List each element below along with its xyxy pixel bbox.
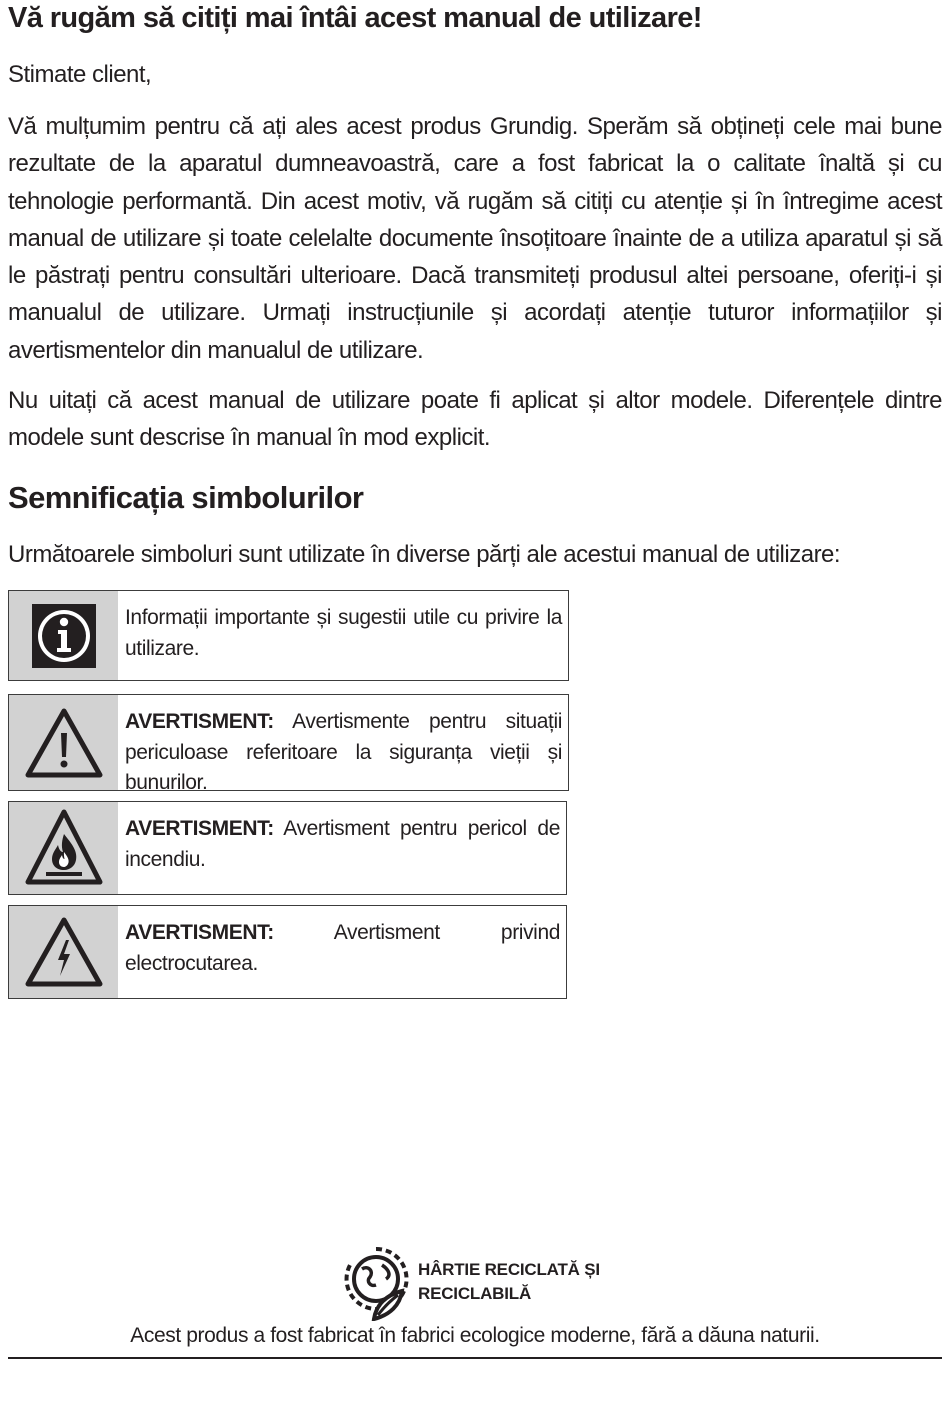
fire-hazard-icon bbox=[24, 808, 104, 888]
eco-badge bbox=[340, 1243, 630, 1321]
symbol-description: AVERTISMENT: Avertisment privind electrocutarea. bbox=[125, 921, 560, 975]
footer-divider bbox=[8, 1357, 942, 1359]
warning-triangle-icon bbox=[24, 707, 104, 779]
electric-shock-icon bbox=[24, 916, 104, 988]
symbols-heading: Semnificația simbolurilor bbox=[8, 480, 364, 515]
models-paragraph: Nu uitați că acest manual de utilizare poate fi aplicat și altor modele. Diferențele dintre modele sunt descrise în manual în mod explicit. bbox=[8, 387, 942, 452]
symbol-description: Informații importante și sugestii utile cu privire la utilizare. bbox=[125, 606, 562, 660]
info-icon bbox=[32, 604, 96, 668]
eco-footer-text: Acest produs a fost fabricat în fabrici ecologice moderne, fără a dăuna naturii. bbox=[130, 1324, 820, 1347]
symbols-intro: Următoarele simboluri sunt utilizate în diverse părți ale acestui manual de utilizare: bbox=[8, 541, 841, 568]
greeting: Stimate client, bbox=[8, 61, 152, 88]
symbol-row-electric bbox=[8, 905, 567, 999]
symbol-row-fire bbox=[8, 801, 567, 895]
symbol-row-warning bbox=[8, 694, 569, 794]
intro-paragraph: Vă mulțumim pentru că ați ales acest produs Grundig. Sperăm să obțineți cele mai bune rezultate de la aparatul dumneavoastră, care a fost fabricat la o calitate înaltă și cu tehnologie performantă. Din acest motiv, vă rugăm să citiți cu atenție și în întregime acest manual de utilizare și toate celelalte documente însoțitoare înainte de a utiliza aparatul și să le păstrați pentru consultări ulterioare. Dacă transmiteți produsul altei persoane, oferiți-i și manualul de utilizare. Urmați instrucțiunile și acordați atenție tuturor informațiilor și avertismentelor din manualul de utilizare. bbox=[8, 113, 942, 364]
warning-label: AVERTISMENT: bbox=[125, 710, 274, 733]
symbol-description: AVERTISMENT: Avertismente pentru situații periculoase referitoare la siguranța vieții și bunurilor. bbox=[125, 710, 562, 794]
symbol-row-info bbox=[8, 590, 569, 681]
page-title: Vă rugăm să citiți mai întâi acest manual de utilizare! bbox=[8, 2, 702, 34]
symbol-description: AVERTISMENT: Avertisment pentru pericol de incendiu. bbox=[125, 817, 560, 871]
warning-label: AVERTISMENT: bbox=[125, 817, 274, 840]
eco-badge-text: HÂRTIE RECICLATĂ ȘI RECICLABILĂ bbox=[418, 1260, 600, 1303]
warning-label: AVERTISMENT: bbox=[125, 921, 274, 944]
recycled-globe-icon bbox=[340, 1243, 412, 1321]
